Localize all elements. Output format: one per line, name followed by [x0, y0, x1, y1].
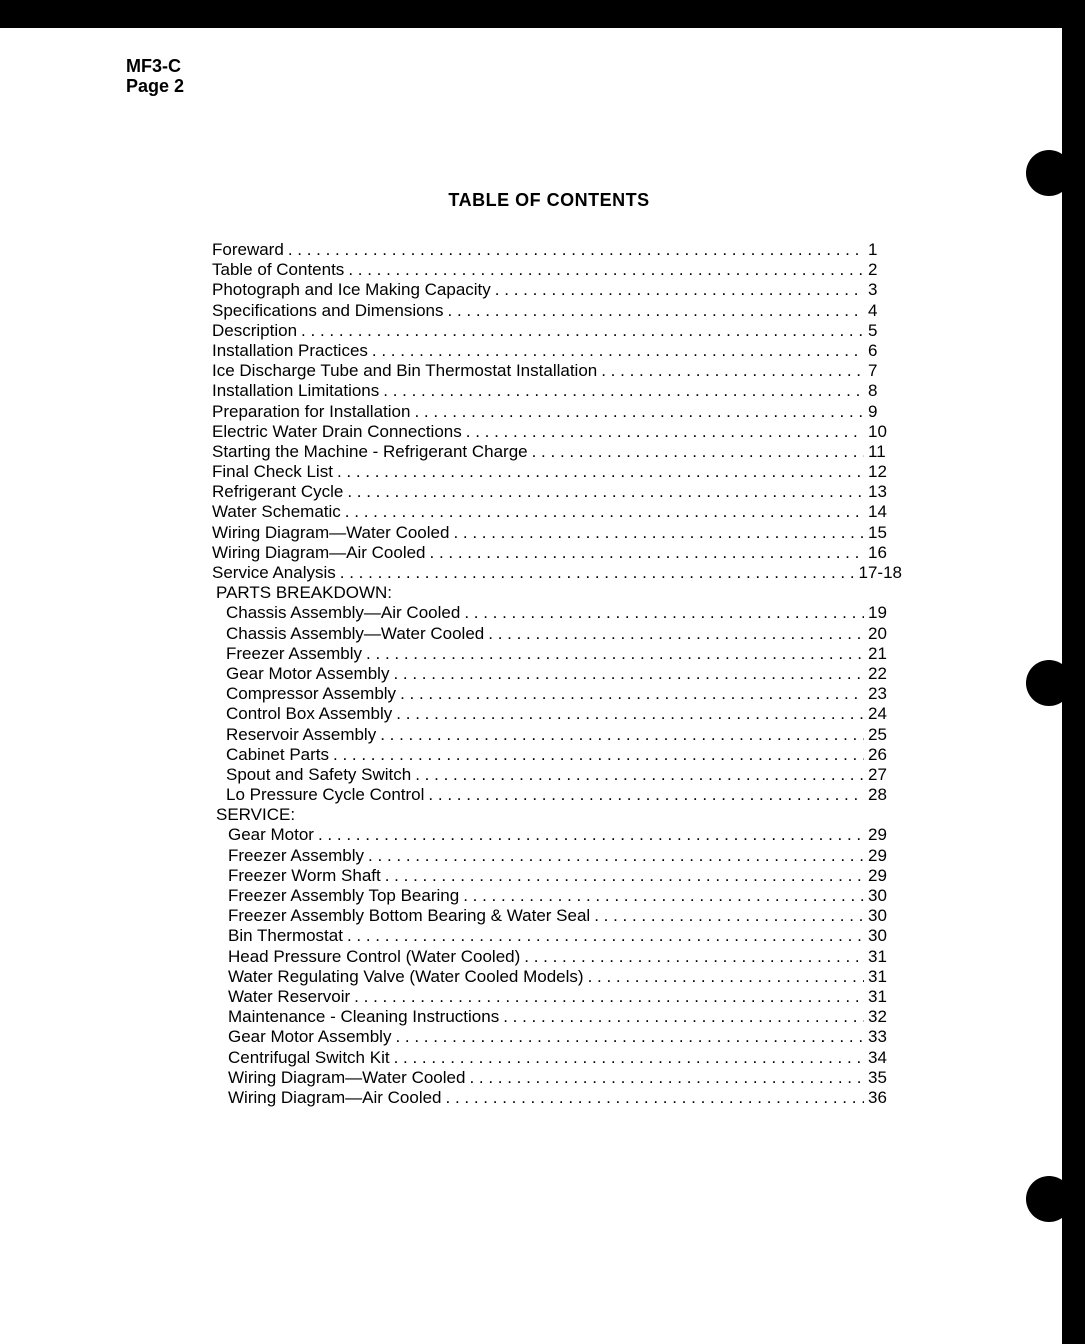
toc-entry-label: Final Check List — [212, 462, 333, 482]
toc-entry-label: Wiring Diagram—Water Cooled — [228, 1067, 466, 1087]
page-title: TABLE OF CONTENTS — [448, 190, 650, 210]
page-header — [126, 56, 184, 96]
toc-entry — [212, 684, 902, 704]
leader-dots — [368, 846, 864, 866]
toc-entry — [212, 301, 902, 321]
toc-entry-label: Preparation for Installation — [212, 401, 411, 421]
toc-entry — [212, 240, 902, 260]
toc-entry-label: Freezer Assembly — [228, 845, 365, 865]
toc-entry-label: Lo Pressure Cycle Control — [226, 785, 425, 805]
toc-entry-page: 23 — [868, 684, 887, 704]
leader-dots — [383, 381, 864, 401]
leader-dots — [395, 1027, 864, 1047]
toc-entry-page: 13 — [868, 482, 887, 502]
leader-dots — [372, 341, 864, 361]
toc-section-heading: PARTS BREAKDOWN: — [216, 583, 393, 603]
toc-entry-page: 34 — [868, 1047, 887, 1067]
toc-entry-label: Refrigerant Cycle — [212, 482, 344, 502]
leader-dots — [288, 240, 864, 260]
toc-entry — [212, 765, 902, 785]
leader-dots — [345, 502, 864, 522]
toc-entry-label: Water Schematic — [212, 502, 341, 522]
toc-entry-page: 29 — [868, 845, 887, 865]
toc-entry-label: Gear Motor Assembly — [226, 663, 390, 683]
leader-dots — [430, 543, 864, 563]
toc-entry — [212, 906, 902, 926]
toc-entry-label: Table of Contents — [212, 260, 345, 280]
toc-entry-label: Centrifugal Switch Kit — [228, 1047, 390, 1067]
toc-entry-page: 11 — [868, 441, 886, 461]
toc-entry-page: 26 — [868, 744, 887, 764]
leader-dots — [464, 603, 864, 623]
toc-entry-label: Starting the Machine - Refrigerant Charge — [212, 441, 528, 461]
toc-entry-label: Water Reservoir — [228, 986, 351, 1006]
toc-entry-label: Ice Discharge Tube and Bin Thermostat Installation — [212, 361, 598, 381]
toc-entry — [212, 947, 902, 967]
toc-entry-page: 25 — [868, 724, 887, 744]
leader-dots — [385, 866, 864, 886]
toc-entry-page: 22 — [868, 663, 887, 683]
toc-entry — [212, 987, 902, 1007]
toc-entry-label: Freezer Assembly Bottom Bearing & Water Seal — [228, 906, 591, 926]
toc-entry-label: Photograph and Ice Making Capacity — [212, 280, 491, 300]
toc-entry — [212, 442, 902, 462]
leader-dots — [318, 825, 864, 845]
toc-entry-label: Description — [212, 320, 298, 340]
toc-entry-label: Control Box Assembly — [226, 704, 393, 724]
toc-entry — [212, 361, 902, 381]
toc-entry — [212, 482, 902, 502]
toc-entry — [212, 280, 902, 300]
toc-entry-page: 35 — [868, 1067, 887, 1087]
toc-entry — [212, 1088, 902, 1108]
toc-entry-page: 17-18 — [858, 563, 902, 582]
toc-entry — [212, 543, 902, 563]
leader-dots — [503, 1007, 864, 1027]
toc-entry — [212, 462, 902, 482]
leader-dots — [446, 1088, 864, 1108]
toc-entry — [212, 603, 902, 623]
leader-dots — [333, 745, 864, 765]
toc-entry-label: Wiring Diagram—Air Cooled — [212, 542, 426, 562]
toc-entry-page: 7 — [868, 361, 878, 381]
toc-entry-page: 6 — [868, 340, 878, 360]
toc-entry-label: Gear Motor Assembly — [228, 1027, 392, 1047]
toc-entry — [212, 745, 902, 765]
toc-entry-page: 28 — [868, 785, 887, 805]
leader-dots — [301, 321, 864, 341]
toc-entry — [212, 502, 902, 522]
toc-entry-page: 31 — [868, 986, 887, 1006]
toc-entry-label: Head Pressure Control (Water Cooled) — [228, 946, 521, 966]
leader-dots — [366, 644, 864, 664]
leader-dots — [469, 1068, 864, 1088]
toc-entry — [212, 967, 902, 987]
toc-entry-label: Compressor Assembly — [226, 684, 397, 704]
toc-entry — [212, 704, 902, 724]
toc-entry — [212, 260, 902, 280]
toc-entry — [212, 624, 902, 644]
toc-entry — [212, 321, 902, 341]
toc-entry — [212, 926, 902, 946]
toc-entry — [212, 563, 902, 583]
toc-entry-page: 30 — [868, 886, 887, 905]
toc-entry-page: 15 — [868, 522, 887, 542]
leader-dots — [415, 765, 864, 785]
table-of-contents — [212, 240, 902, 1108]
leader-dots — [340, 563, 855, 583]
leader-dots — [414, 402, 864, 422]
toc-entry-label: Wiring Diagram—Air Cooled — [228, 1087, 442, 1107]
toc-entry-page: 16 — [868, 542, 887, 562]
toc-entry-page: 30 — [868, 906, 887, 926]
leader-dots — [337, 462, 864, 482]
binder-hole — [1026, 660, 1072, 706]
toc-entry-label: Gear Motor — [228, 825, 314, 845]
toc-entry-page: 2 — [868, 260, 878, 280]
toc-entry — [212, 644, 902, 664]
toc-entry-label: Freezer Assembly Top Bearing — [228, 886, 460, 905]
leader-dots — [396, 704, 864, 724]
toc-entry — [212, 1048, 902, 1068]
toc-entry — [212, 825, 902, 845]
toc-entry-label: Spout and Safety Switch — [226, 764, 412, 784]
toc-entry-label: Installation Limitations — [212, 381, 380, 401]
toc-entry-label: Reservoir Assembly — [226, 724, 377, 744]
toc-entry-label: Chassis Assembly—Air Cooled — [226, 603, 461, 623]
leader-dots — [588, 967, 864, 987]
leader-dots — [400, 684, 864, 704]
toc-entry-page: 24 — [868, 704, 887, 724]
toc-entry-label: Maintenance - Cleaning Instructions — [228, 1007, 500, 1027]
leader-dots — [393, 664, 864, 684]
toc-entry — [212, 846, 902, 866]
toc-entry — [212, 1027, 902, 1047]
leader-dots — [394, 1048, 864, 1068]
toc-entry-page: 21 — [868, 643, 887, 663]
leader-dots — [347, 926, 864, 946]
toc-entry-label: Installation Practices — [212, 340, 368, 360]
toc-entry-page: 29 — [868, 865, 887, 885]
leader-dots — [463, 886, 864, 906]
leader-dots — [594, 906, 864, 926]
leader-dots — [466, 422, 864, 442]
toc-entry — [212, 523, 902, 543]
toc-entry-label: Freezer Assembly — [226, 643, 363, 663]
toc-entry-label: Water Regulating Valve (Water Cooled Models) — [228, 966, 584, 986]
toc-entry-label: Electric Water Drain Connections — [212, 421, 462, 441]
leader-dots — [348, 260, 864, 280]
binder-hole — [1026, 1176, 1072, 1222]
toc-entry-page: 36 — [868, 1087, 887, 1107]
toc-entry — [212, 402, 902, 422]
toc-entry-page: 30 — [868, 926, 887, 946]
toc-entry-page: 10 — [868, 421, 887, 441]
toc-entry-label: Wiring Diagram—Water Cooled — [212, 522, 450, 542]
toc-entry-page: 5 — [868, 320, 878, 340]
toc-entry-page: 9 — [868, 401, 878, 421]
toc-entry — [212, 1007, 902, 1027]
toc-section-heading: SERVICE: — [216, 805, 296, 825]
toc-entry — [212, 785, 902, 805]
toc-entry-page: 4 — [868, 300, 878, 320]
leader-dots — [488, 624, 864, 644]
leader-dots — [532, 442, 864, 462]
document-code: MF3-C — [126, 56, 181, 76]
page-number-label: Page 2 — [126, 76, 185, 96]
toc-entry-page: 31 — [868, 946, 887, 966]
toc-entry-page: 12 — [868, 462, 887, 482]
toc-entry — [212, 341, 902, 361]
toc-entry — [212, 381, 902, 401]
leader-dots — [354, 987, 864, 1007]
toc-entry-page: 1 — [868, 240, 878, 259]
toc-entry — [212, 725, 902, 745]
toc-entry — [212, 422, 902, 442]
toc-entry-page: 32 — [868, 1007, 887, 1027]
toc-entry-label: Bin Thermostat — [228, 926, 343, 946]
toc-entry-label: Chassis Assembly—Water Cooled — [226, 623, 485, 643]
toc-entry-label: Freezer Worm Shaft — [228, 865, 381, 885]
toc-entry-label: Service Analysis — [212, 563, 336, 582]
toc-entry-page: 27 — [868, 764, 887, 784]
toc-entry-page: 31 — [868, 966, 887, 986]
toc-entry-page: 19 — [868, 603, 887, 623]
leader-dots — [448, 301, 864, 321]
leader-dots — [524, 947, 864, 967]
leader-dots — [601, 361, 864, 381]
toc-entry — [212, 1068, 902, 1088]
toc-entry — [212, 866, 902, 886]
leader-dots — [428, 785, 864, 805]
toc-entry-page: 3 — [868, 280, 878, 300]
toc-entry-page: 29 — [868, 825, 887, 845]
toc-entry-label: Specifications and Dimensions — [212, 300, 444, 320]
leader-dots — [453, 523, 864, 543]
toc-entry-page: 14 — [868, 502, 887, 522]
leader-dots — [495, 280, 864, 300]
toc-entry-label: Foreward — [212, 240, 284, 259]
toc-entry-label: Cabinet Parts — [226, 744, 329, 764]
toc-entry — [212, 664, 902, 684]
leader-dots — [347, 482, 864, 502]
toc-entry-page: 20 — [868, 623, 887, 643]
toc-entry — [212, 886, 902, 906]
leader-dots — [380, 725, 864, 745]
toc-entry-page: 33 — [868, 1027, 887, 1047]
toc-entry-page: 8 — [868, 381, 878, 401]
